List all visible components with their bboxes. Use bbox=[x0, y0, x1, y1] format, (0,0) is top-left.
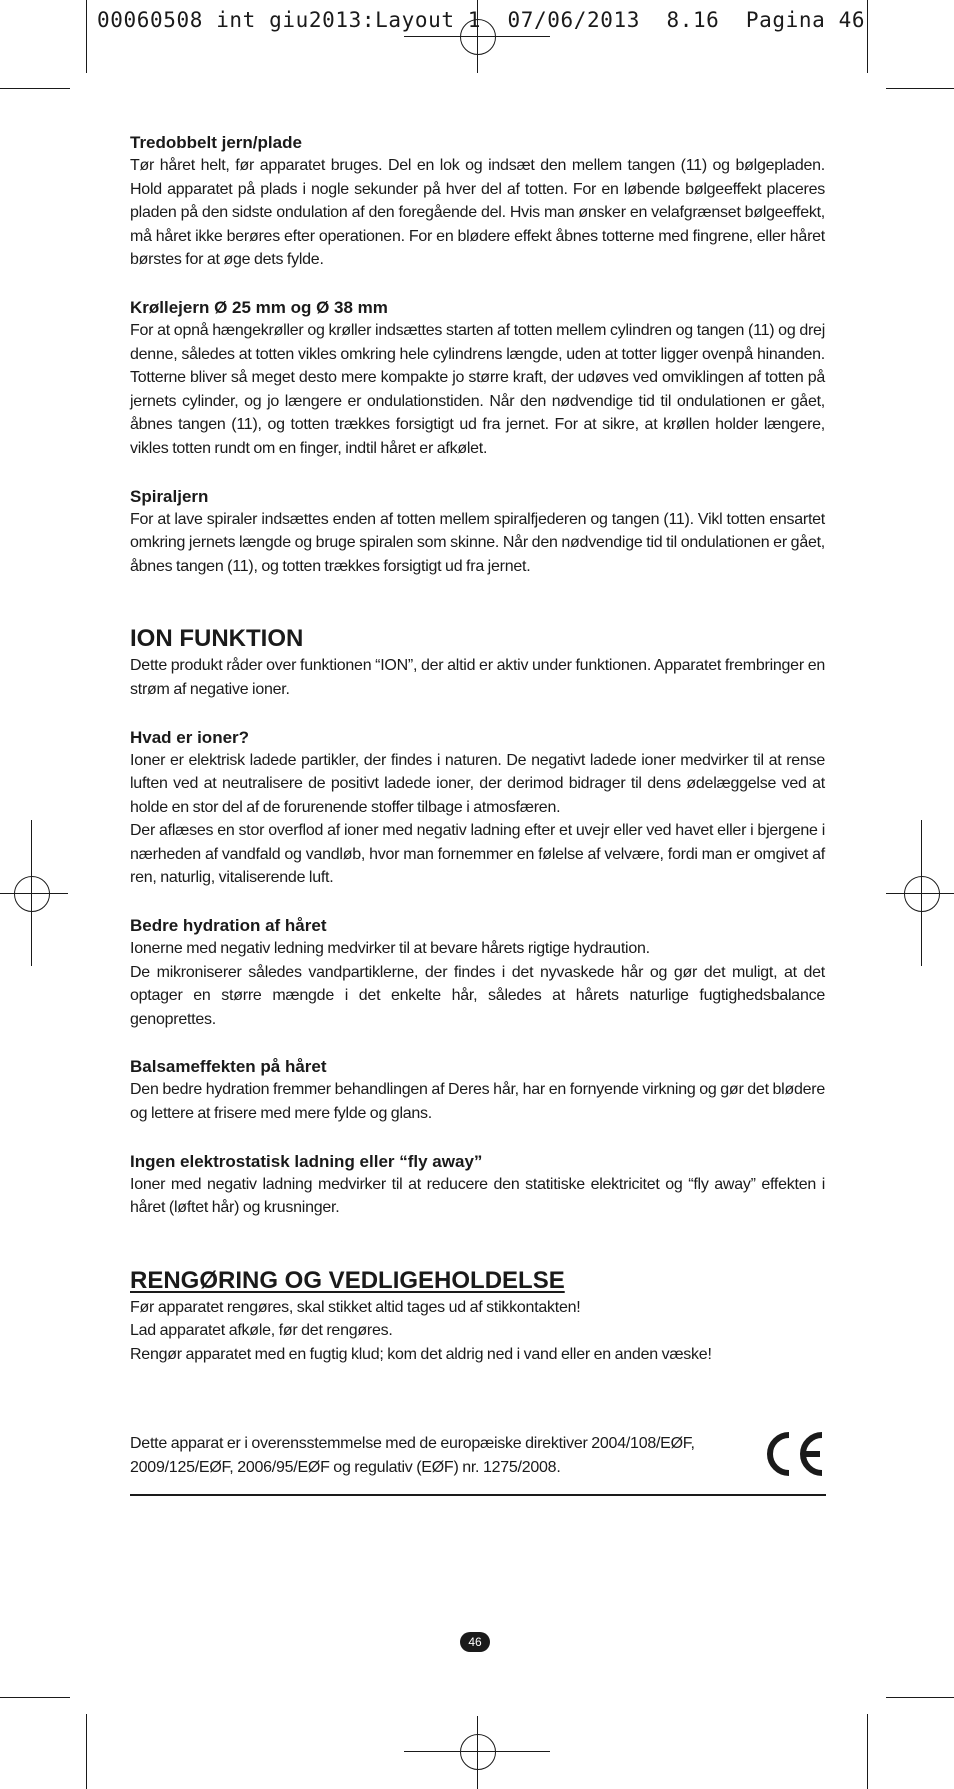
section-body: Før apparatet rengøres, skal stikket altid tages ud af stikkontakten! bbox=[130, 1298, 581, 1316]
section-body: Dette produkt råder over funktionen “ION”, der altid er aktiv under funktionen. Apparatet frembringer en strøm af negative ioner. bbox=[130, 657, 825, 698]
compliance-block bbox=[130, 1432, 826, 1479]
section-heading: Hvad er ioner? bbox=[130, 727, 250, 747]
section-tredobbelt bbox=[130, 131, 825, 272]
section-body: Rengør apparatet med en fugtig klud; kom det aldrig ned i vand eller en anden væske! bbox=[130, 1346, 712, 1363]
section-hydration bbox=[130, 914, 825, 1031]
section-body: Ioner med negativ ladning medvirker til at reducere den statitiske elektricitet og “fly away” effekten i håret (løftet hår) og krusninger. bbox=[130, 1175, 825, 1217]
crop-mark bbox=[86, 0, 87, 73]
section-heading: Balsameffekten på håret bbox=[130, 1057, 327, 1077]
compliance-text bbox=[130, 1432, 750, 1479]
section-hvad bbox=[130, 726, 825, 891]
section-flyaway bbox=[130, 1150, 825, 1220]
section-title: ION FUNKTION bbox=[130, 625, 304, 653]
crop-mark bbox=[867, 1714, 868, 1789]
ce-mark-icon bbox=[764, 1430, 826, 1478]
crop-mark bbox=[886, 1697, 954, 1698]
section-body: Der aflæses en stor overflod af ioner med negativ ladning efter et uvejr eller ved havet eller i bjergene i nærheden af vandfald og vandløb, hvor man fornemmer en følelse af velvære, fordi man er omgivet af ren, naturlig, vitaliserende luft. bbox=[130, 822, 825, 887]
slug-line: 00060508 int giu2013:Layout 1 07/06/2013 8.16 Pagina 46 bbox=[97, 8, 866, 32]
section-heading: Krøllejern Ø 25 mm og Ø 38 mm bbox=[130, 297, 388, 317]
section-body: Den bedre hydration fremmer behandlingen af Deres hår, har en fornyende virkning og gør det blødere og lettere at frisere med mere fylde og glans. bbox=[130, 1081, 825, 1123]
section-body: For at opnå hængekrøller og krøller indsættes starten af totten mellem cylindren og tangen (11) og drej denne, således at totten vikles omkring hele cylindrens længde, uden at totter ligger ovenpå hinanden. Totterne bliver så meget desto mere kompakte jo større kraft, der udøves ved omviklingen af totten på jernets cylinder, og jo længere er ondulationstiden. Når den nødvendige tid til ondulationen er gået, åbnes tangen (11), og totten trækkes forsigtigt ud fra jernet. For at sikre, at krøllen holder længere, vikles totten rundt om en finger, indtil håret er afkølet. bbox=[130, 321, 825, 457]
crop-mark bbox=[86, 1714, 87, 1789]
page-number: 46 bbox=[460, 1632, 490, 1652]
section-ion bbox=[130, 624, 825, 701]
section-body: Lad apparatet afkøle, før det rengøres. bbox=[130, 1322, 393, 1340]
crop-mark bbox=[867, 0, 868, 73]
section-heading: Ingen elektrostatisk ladning eller “fly away” bbox=[130, 1151, 483, 1171]
section-heading: Bedre hydration af håret bbox=[130, 916, 327, 936]
section-spiraljern bbox=[130, 485, 825, 579]
section-heading: Spiraljern bbox=[130, 486, 209, 506]
compliance-line: Dette apparat er i overensstemmelse med de europæiske direktiver 2004/108/EØF, bbox=[130, 1435, 695, 1452]
section-title: RENGØRING OG VEDLIGEHOLDELSE bbox=[130, 1266, 565, 1294]
section-body: Ioner er elektrisk ladede partikler, der findes i naturen. De negativt ladede ioner medvirker til at rense luften ved at neutralisere de positivt ladede ioner, der derimod bidrager til dens ødelæggelse ved at holde en stor del af de forurenende stoffer tilbage i atmosfæren. bbox=[130, 751, 825, 816]
registration-circle-icon bbox=[14, 876, 50, 912]
section-balsam bbox=[130, 1055, 825, 1125]
crop-mark bbox=[0, 88, 70, 89]
section-heading: Tredobbelt jern/plade bbox=[130, 133, 302, 152]
section-kroellejern bbox=[130, 296, 825, 461]
registration-circle-icon bbox=[904, 876, 940, 912]
section-body: Ionerne med negativ ledning medvirker til at bevare hårets rigtige hydraution. bbox=[130, 940, 650, 958]
section-body: For at lave spiraler indsættes enden af totten mellem spiralfjederen og tangen (11). Vikl totten ensartet omkring jernets længde og bruge spiralen som skinne. Når den nødvendige tid til ondulationen er gået, åbnes tangen (11), og totten trækkes forsigtigt ud fra jernet. bbox=[130, 510, 825, 575]
section-rengoring bbox=[130, 1266, 825, 1367]
page-content bbox=[130, 131, 825, 1367]
crop-mark bbox=[0, 1697, 70, 1698]
section-body: De mikroniserer således vandpartiklerne, der findes i det nyvaskede hår og gør det muligt, at det optager en større mængde i det enkelte hår, således at hårets naturlige fugtighedsbalance genoprettes. bbox=[130, 963, 825, 1028]
registration-circle-icon bbox=[460, 1734, 496, 1770]
section-body: Tør håret helt, før apparatet bruges. Del en lok og indsæt den mellem tangen (11) og bølgepladen. Hold apparatet på plads i nogle sekunder på hver del af totten. For en løbende bølgeeffekt placeres pladen på den sidste ondulation af den foregående del. Hvis man ønsker en velafgrænset bølgeeffekt, må håret ikke berøres efter operationen. For en blødere effekt åbnes totterne med fingrene, eller håret børstes for at øge dets fylde. bbox=[130, 157, 825, 269]
divider bbox=[130, 1494, 826, 1496]
crop-mark bbox=[886, 88, 954, 89]
compliance-line: 2009/125/EØF, 2006/95/EØF og regulativ (EØF) nr. 1275/2008. bbox=[130, 1458, 561, 1476]
